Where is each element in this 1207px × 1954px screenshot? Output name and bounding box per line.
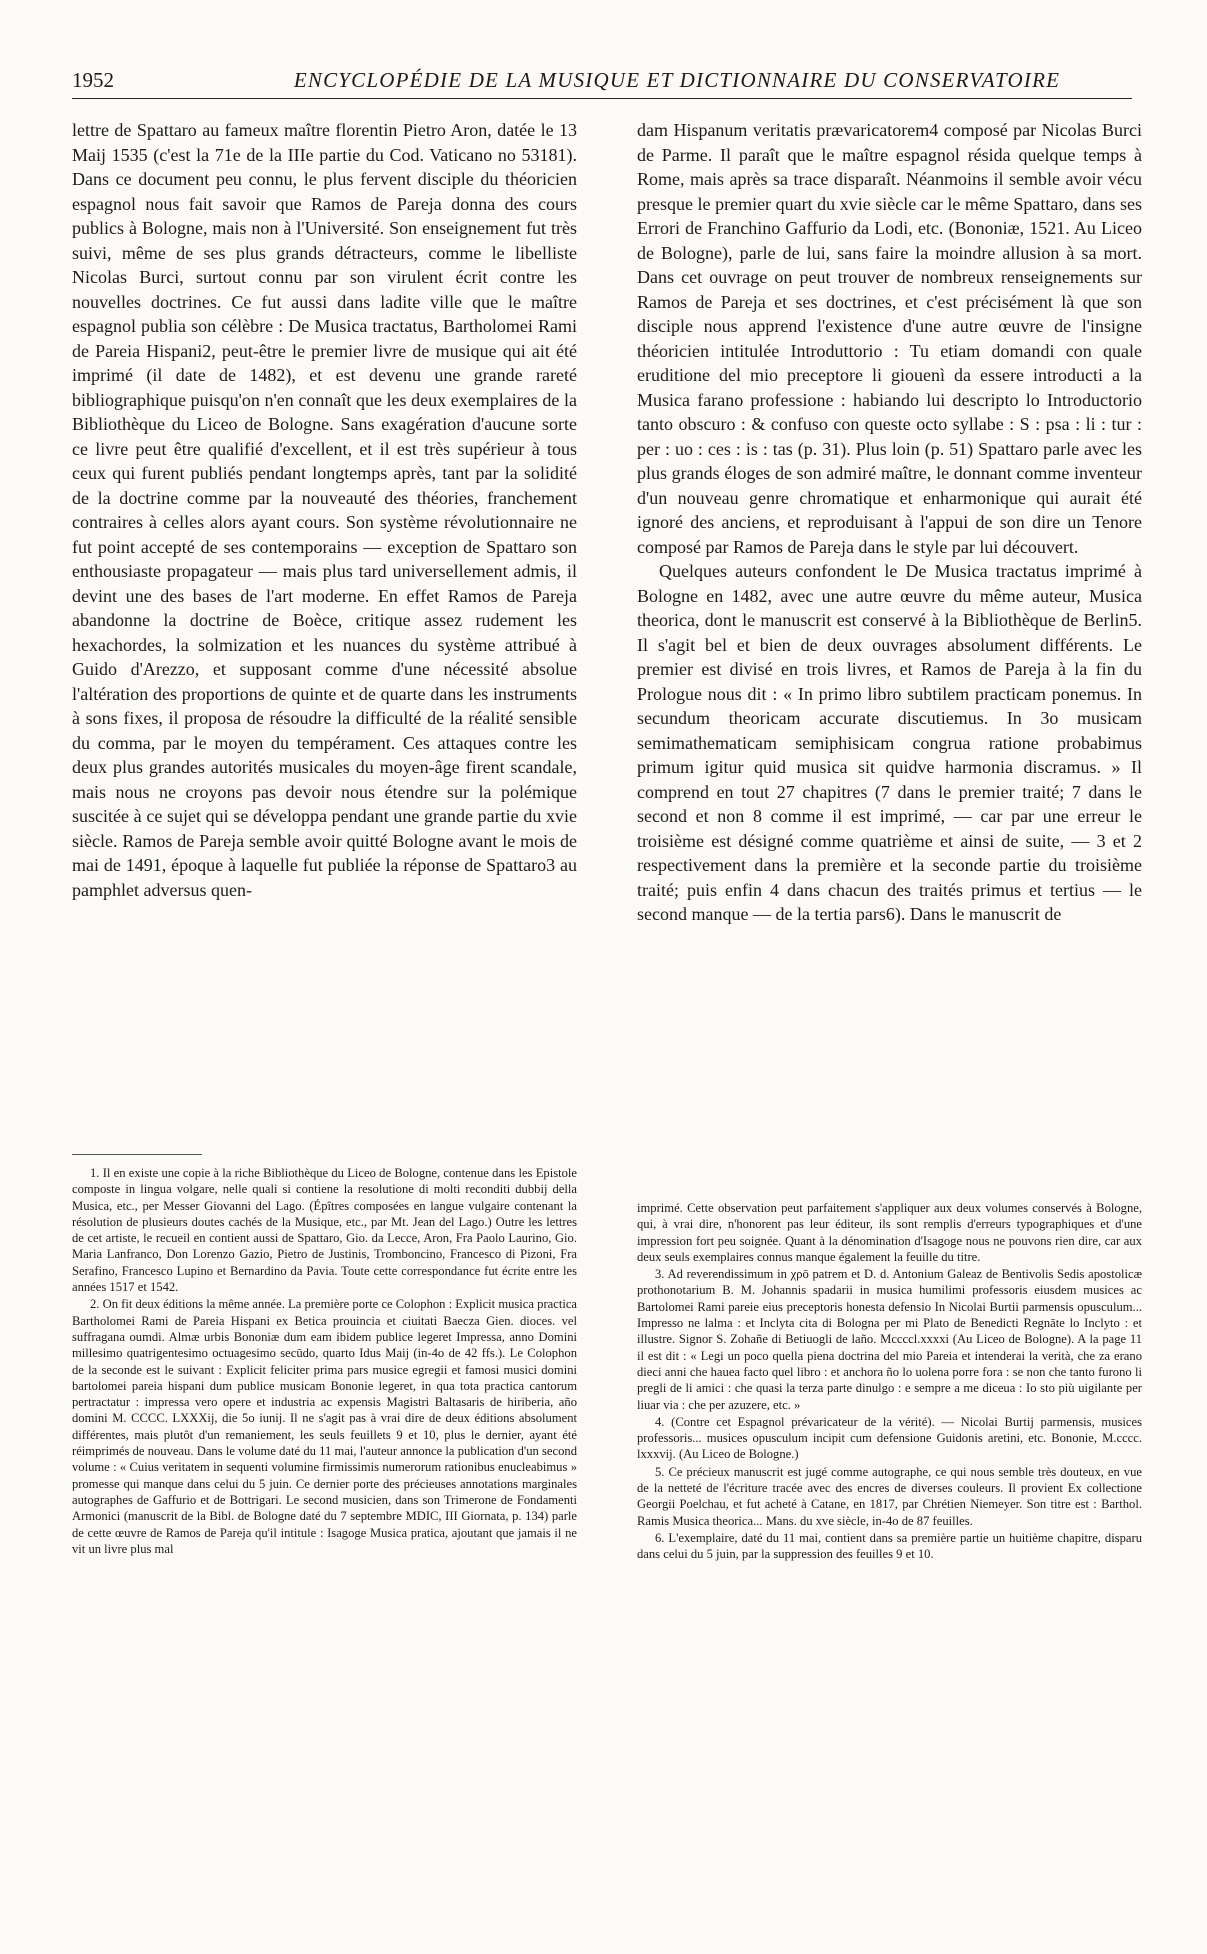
- right-paragraph-2: Quelques auteurs confondent le De Musica tractatus imprimé à Bologne en 1482, avec une autre œuvre du même auteur, Musica theorica, dont le manuscrit est conservé à la Bibliothèque de Berlin5. Il s'agit bel et bien de deux ouvrages absolument différents. Le premier est divisé en trois livres, et Ramos de Pareja à la fin du Prologue nous dit : « In primo libro subtilem practicam ponemus. In secundum theoricam accurate discutiemus. In 3o musicam semimathematicam semiphisicam congrua ratione probabimus primum igitur quid musica sit quidve harmonia discramus. » Il comprend en tout 27 chapitres (7 dans le premier traité; 7 dans le second et non 8 comme il est imprimé, — car par une erreur le troisième est désigné comme quatrième et ainsi de suite, — 3 et 2 respectivement dans la première et la seconde partie du troisième traité; puis enfin 4 dans chacun des traités primus et tertius — le second manque — de la tertia pars6). Dans le manuscrit de: [637, 561, 1142, 924]
- footnote-rule: [72, 1154, 202, 1155]
- footnote-3: 3. Ad reverendissimum in χρō patrem et D. d. Antonium Galeaz de Bentivolis Sedis apostolicæ prothonotarium B. M. Johannis spadarii in musica humilimi professoris eiusdem musices ac Bartolomei Rami pareie eius preceptoris honesta defensio In Nicolai Burtii parmensis opusculum... Impresso ne lalma : et Inclyta cita di Bologna per mi Plato de Benedicti Regnāte lo Inclyto : et illustre. Signor S. Zohañe di Betiuogli de laño. Mccccl.xxxxi (Au Liceo de Bologne). A la page 11 il est dit : « Legi un poco quella piena doctrina del mio Pareia et intenderai la verità, che za erano dieci anni che hauea facto quel libro : et anchora ño lo uolena porre fora : se non che tanto furono li pregli de li amici : che quasi la terza parte dinulgo : e sempre a me diceua : Io sto più uigilante per liuar via : che per azuzere, etc. »: [637, 1267, 1142, 1412]
- footnote-4: 4. (Contre cet Espagnol prévaricateur de la vérité). — Nicolai Burtij parmensis, musices professoris... musices opusculum incipit cum defensione Guidonis aretini, etc. Bononie, M.cccc. lxxxvij. (Au Liceo de Bologne.): [637, 1414, 1142, 1462]
- page-number: 1952: [72, 68, 114, 92]
- footnotes-left: [72, 1165, 577, 1558]
- right-paragraph-1: dam Hispanum veritatis prævaricatorem4 composé par Nicolas Burci de Parme. Il paraît que le maître espagnol résida quelque temps à Rome, mais après sa trace disparaît. Néanmoins il semble avoir vécu presque le premier quart du xvie siècle car le même Spattaro, dans ses Errori de Franchino Gaffurio da Lodi, etc. (Bononiæ, 1521. Au Liceo de Bologne), parle de lui, sans faire la moindre allusion à sa mort. Dans cet ouvrage on peut trouver de nombreux renseignements sur Ramos de Pareja et ses doctrines, et c'est précisément là que son disciple nous apprend l'existence d'une autre œuvre de l'insigne théoricien intitulée Introduttorio : Tu etiam domandi con quale eruditione del mio preceptore li giouenì da essere introducti a la Musica farano professione : habiando lui descripto lo Introductorio tanto obscuro : & confuso con queste octo syllabe : S : psa : li : tur : per : uo : ces : is : tas (p. 31). Plus loin (p. 51) Spattaro parle avec les plus grands éloges de son admiré maître, le donnant comme inventeur d'un nouveau genre chromatique et enharmonique qui aurait été ignoré des anciens, et reproduisant à l'appui de son dire un Tenore composé par Ramos de Pareja dans le style par lui découvert.: [637, 120, 1142, 557]
- running-head: ENCYCLOPÉDIE DE LA MUSIQUE ET DICTIONNAIRE DU CONSERVATOIRE: [293, 68, 1061, 92]
- footnote-1: 1. Il en existe une copie à la riche Bibliothèque du Liceo de Bologne, contenue dans les Epistole composte in lingua volgare, nelle quali si contiene la resolutione di molti reconditi dubbij della Musica, etc., per Messer Giovanni del Lago. (Épîtres composées en langue vulgaire contenant la résolution de plusieurs doutes cachés de la Musique, etc., par Mt. Jean del Lago.) Outre les lettres de cet artiste, le recueil en contient aussi de Spattaro, Gio. da Lecce, Aron, Fra Paolo Laurino, Gio. Maria Lanfranco, Don Lorenzo Gazio, Pietro de Justinis, Tromboncino, Francesco di Pizoni, Fra Serafino, Francesco Lupino et Bernardino da Pavia. Toute cette correspondance fut écrite entre les années 1517 et 1542.: [72, 1166, 577, 1295]
- footnote-6: 6. L'exemplaire, daté du 11 mai, contient dans sa première partie un huitième chapitre, disparu dans celui du 5 juin, par la suppression des feuilles 9 et 10.: [637, 1530, 1142, 1562]
- footnote-2: 2. On fit deux éditions la même année. La première porte ce Colophon : Explicit musica practica Bartholomei Rami de Pareia Hispani ex Betica prouincia et ciuitati Baecza Gien. dioces. vel suffragana oumdi. Almæ urbis Bononiæ dum eam ibidem publice legeret Impressa, anno Domini millesimo quatrigentesimo octuagesimo secūdo, quarto Idus Maij (in-4o de 42 ffs.). Le Colophon de la seconde est le suivant : Explicit feliciter prima pars musice egregii et famosi musici domini bartolomei pareia hispani dum publice musicam Bononie legeret, in qua tota practica cantorum pertractatur : impressa vero opere et industria ac expensis Magistri Baltasaris de hiriberia, año domini M. CCCC. LXXXij, die 5o iunij. Il ne s'agit pas à vrai dire de deux éditions absolument différentes, mais plutôt d'un remaniement, les seuls feuillets 9 et 10, plus le dernier, ayant été réimprimés de nouveau. Dans le volume daté du 11 mai, l'auteur annonce la publication d'un second volume : « Cuius veritatem in sequenti volumine firmissimis numerorum rationibus enucleabimus » promesse qui manque dans celui du 5 juin. Ce dernier porte des précieuses annotations marginales autographes de Gaffurio et de Bottrigari. Le second musicien, dans son Trimerone de Fondamenti Armonici (manuscrit de la Bibl. de Bologne daté du 7 septembre MDIC, III Giornata, p. 134) parle de cette œuvre de Ramos de Pareja qu'il intitule : Isagoge Musica pratica, ajoutant que jamais il ne vit un livre plus mal: [72, 1297, 577, 1556]
- left-paragraph-1: lettre de Spattaro au fameux maître florentin Pietro Aron, datée le 13 Maij 1535 (c'est la 71e de la IIIe partie du Cod. Vaticano no 53181). Dans ce document peu connu, le plus fervent disciple du théoricien espagnol nous fait savoir que Ramos de Pareja donna des cours publics à Bologne, mais non à l'Université. Son enseignement fut très suivi, même de ses plus grands détracteurs, comme le libelliste Nicolas Burci, surtout connu par son virulent écrit contre les nouvelles doctrines. Ce fut aussi dans ladite ville que le maître espagnol publia son célèbre : De Musica tractatus, Bartholomei Rami de Pareia Hispani2, peut-être le premier livre de musique qui ait été imprimé (il date de 1482), et est devenu une grande rareté bibliographique puisqu'on n'en connaît que les deux exemplaires de la Bibliothèque du Liceo de Bologne. Sans exagération d'aucune sorte ce livre peut être qualifié d'excellent, et il est très supérieur à tous ceux qui furent publiés pendant longtemps après, tant par la solidité de la doctrine comme par la nouveauté des théories, franchement contraires à celles alors ayant cours. Son système révolutionnaire ne fut point accepté de ses contemporains — exception de Spattaro son enthousiaste propagateur — mais plus tard universellement admis, il devint une des bases de l'art moderne. En effet Ramos de Pareja abandonne la doctrine de Boèce, critique assez rudement les hexachordes, la solmization et les nuances du système attribué à Guido d'Arezzo, et supposant comme d'une nécessité absolue l'altération des proportions de quinte et de quarte dans les instruments à sons fixes, il proposa de résoudre la difficulté de la réalité sensible du comma, par le moyen du tempérament. Ces attaques contre les deux plus grandes autorités musicales du moyen-âge firent scandale, mais nous ne croyons pas devoir nous étendre sur la polémique suscitée à ce sujet qui se développa pendant une grande partie du xvie siècle. Ramos de Pareja semble avoir quitté Bologne avant le mois de mai de 1491, époque à laquelle fut publiée la réponse de Spattaro3 au pamphlet adversus quen-: [72, 120, 577, 900]
- page-header: [72, 66, 1132, 99]
- footnote-2-continued: imprimé. Cette observation peut parfaitement s'appliquer aux deux volumes conservés à Bologne, qui, à vrai dire, n'honorent pas leur éditeur, ils sont remplis d'erreurs typographiques et d'une impression fort peu soignée. Quant à la dénomination d'Isagoge nous ne pouvons rien dire, car aux deux seuls exemplaires connus manque également la feuille du titre.: [637, 1201, 1142, 1264]
- left-column: [72, 118, 577, 902]
- footnote-5: 5. Ce précieux manuscrit est jugé comme autographe, ce qui nous semble très douteux, en vue de la netteté de l'écriture tracée avec des encres de diverses couleurs. Il provient Ex collectione Georgii Poelchau, et fut acheté à Catane, en 1817, par Chrétien Niemeyer. Son titre est : Barthol. Ramis Musica theorica... Mans. du xve siècle, in-4o de 87 feuilles.: [637, 1464, 1142, 1528]
- footnotes-right: [637, 1200, 1142, 1564]
- right-column: [637, 118, 1142, 927]
